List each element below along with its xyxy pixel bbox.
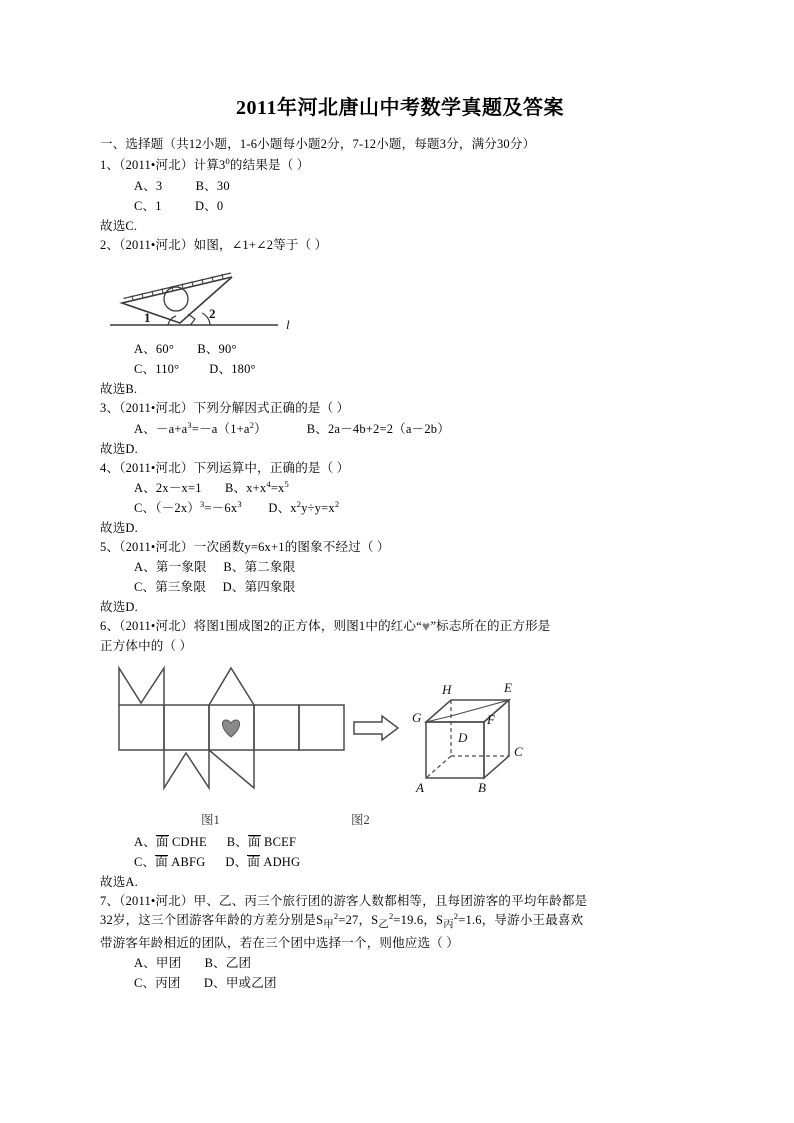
angle-2-label: 2: [209, 306, 216, 322]
option-6-a-rest: CDHE: [168, 835, 207, 849]
cube-vertex-H: H: [442, 682, 452, 697]
option-6-d-prefix: D、: [225, 855, 248, 869]
option-4-c-mid: =－6x: [204, 500, 238, 515]
question-1-stem: [100, 156, 700, 175]
line-l-label: l: [286, 317, 290, 333]
cube-vertex-A: A: [416, 780, 424, 795]
option-5-b[interactable]: B、第二象限: [223, 560, 296, 575]
cube-vertex-C: C: [514, 744, 523, 759]
question-2-figure: [100, 259, 700, 337]
angle-1-label: 1: [144, 310, 151, 326]
option-2-c[interactable]: C、110°: [134, 362, 180, 377]
question-7-variance-tail: =1.6，导游小王最喜欢: [458, 913, 584, 928]
question-1-options-row-1: [100, 176, 700, 196]
option-5-d[interactable]: D、第四象限: [222, 580, 296, 595]
option-4-b-sup2: 5: [284, 478, 289, 489]
option-6-c-prefix: C、: [134, 855, 156, 869]
question-2-answer: 故选B.: [100, 382, 138, 397]
option-6-c[interactable]: [134, 855, 205, 869]
ruler-outline: [122, 277, 232, 326]
option-4-a[interactable]: A、2x－x=1: [134, 480, 202, 495]
option-4-d-sup2: 2: [334, 498, 340, 509]
option-6-b-rest: BCEF: [260, 835, 297, 849]
cube-net-and-cube-diagram: [106, 660, 666, 810]
question-1-stem-text: 1、（2011•河北）计算3: [100, 158, 226, 173]
cube-vertex-B: B: [478, 780, 486, 795]
option-4-d[interactable]: [268, 498, 340, 515]
option-4-b-pre: B、x+x: [224, 480, 267, 495]
question-4-options-row-2: [100, 498, 700, 518]
option-6-a-face-label: 面: [155, 835, 169, 849]
option-6-b-prefix: B、: [226, 835, 248, 849]
ruler-on-line-diagram: [106, 259, 366, 337]
option-6-d-face-label: 面: [247, 855, 261, 869]
question-6-stem-line-1: [100, 617, 700, 636]
option-4-b-mid: =x: [270, 480, 285, 495]
question-7-options-row-1: [100, 953, 700, 973]
option-5-c[interactable]: C、第三象限: [134, 580, 207, 595]
question-6-stem-post: ”标志所在的正方形是: [430, 619, 551, 634]
question-7-stem-line-1: 7、（2011•河北）甲、乙、丙三个旅行团的游客人数都相等，且每团游客的平均年龄都是: [100, 894, 588, 908]
question-1-stem-tail: 的结果是（ ）: [229, 158, 310, 173]
question-7-variance-mid-2: =19.6，S: [393, 913, 444, 928]
option-6-a[interactable]: [134, 835, 207, 849]
option-4-c-sup: 3: [200, 498, 205, 509]
cube-3d: [412, 680, 523, 795]
question-7-sup-3: 2: [453, 911, 459, 922]
option-1-d[interactable]: D、0: [194, 198, 224, 213]
figure-1-caption: 图1: [201, 813, 220, 827]
option-4-b[interactable]: [224, 478, 289, 495]
option-6-b[interactable]: [227, 835, 296, 849]
question-7: [100, 892, 700, 993]
option-7-b[interactable]: B、乙团: [204, 956, 252, 971]
question-1: [100, 156, 700, 235]
option-4-d-mid: y÷y=x: [301, 500, 335, 515]
question-7-sub-1: 甲: [323, 919, 334, 931]
figure-captions: [106, 810, 666, 830]
question-4-options-row-1: [100, 478, 700, 498]
option-2-d[interactable]: D、180°: [209, 362, 256, 377]
question-6-figure: [100, 660, 700, 830]
question-5-stem: 5、（2011•河北）一次函数y=6x+1的图象不经过（ ）: [100, 539, 390, 554]
option-1-c[interactable]: C、1: [134, 198, 162, 213]
net-flap-top-left: [119, 668, 164, 705]
question-7-stem-line-2: [100, 911, 700, 934]
cube-vertex-E: E: [504, 680, 512, 695]
question-1-options-row-2: [100, 196, 700, 216]
option-6-d-rest: ADHG: [260, 855, 301, 869]
question-2-options-row-2: [100, 359, 700, 379]
ruler-svg: [106, 259, 366, 337]
option-7-c[interactable]: C、丙团: [134, 976, 181, 991]
option-3-a-mid: =－a（1+a: [191, 421, 250, 436]
net-flap-bottom-right: [209, 750, 254, 788]
option-6-b-face-label: 面: [248, 835, 261, 849]
question-5-options-row-2: [100, 577, 700, 597]
question-6: [100, 617, 700, 892]
option-7-d[interactable]: D、甲或乙团: [203, 976, 277, 991]
cube-vertex-F: F: [487, 712, 495, 727]
option-4-d-pre: D、x: [268, 500, 297, 515]
option-3-a[interactable]: [134, 419, 267, 436]
question-5-answer: 故选D.: [100, 600, 138, 615]
option-4-c-sup2: 3: [237, 498, 242, 509]
option-6-a-prefix: A、: [134, 835, 156, 849]
option-4-c[interactable]: [134, 498, 242, 515]
net-flap-bottom-left: [164, 750, 209, 788]
question-2-options-row-1: [100, 339, 700, 359]
cube-vertex-D: D: [458, 730, 468, 745]
question-3: [100, 399, 700, 458]
question-2-stem: 2、（2011•河北）如图，∠1+∠2等于（ ）: [100, 237, 328, 252]
option-4-c-pre: C、（－2x）: [134, 500, 200, 515]
option-4-b-sup: 4: [266, 478, 271, 489]
question-7-stem-line-3: 带游客年龄相近的团队，若在三个团中选择一个，则他应选（ ）: [100, 936, 459, 951]
question-7-options-row-2: [100, 973, 700, 993]
question-6-stem-line-2: 正方体中的（ ）: [100, 638, 193, 653]
option-6-c-face-label: 面: [155, 855, 168, 869]
document-content: [100, 95, 700, 993]
question-7-sup-2: 2: [388, 911, 394, 922]
figure-2-caption: 图2: [351, 813, 370, 827]
heart-icon: ♥: [421, 620, 431, 636]
question-1-exponent: 0: [225, 156, 230, 167]
option-7-a[interactable]: A、甲团: [134, 956, 182, 971]
cube-vertex-G: G: [412, 710, 422, 725]
question-6-answer: 故选A.: [100, 875, 138, 889]
option-6-c-rest: ABFG: [167, 855, 206, 869]
question-5: [100, 538, 700, 617]
option-2-a[interactable]: A、60°: [134, 342, 175, 357]
question-4: [100, 459, 700, 538]
arrow-right-icon: [354, 716, 398, 740]
question-6-stem-pre: 6、（2011•河北）将图1围成图2的正方体，则图1中的红心“: [100, 619, 422, 634]
question-7-sub-3: 丙: [443, 919, 454, 931]
section-header: 一、选择题（共12小题，1-6小题每小题2分，7-12小题，每题3分，满分30分）: [100, 137, 536, 151]
question-6-options-row-2: [100, 852, 700, 872]
option-6-d[interactable]: [225, 855, 300, 869]
question-2: [100, 236, 700, 399]
net-heart-icon: [222, 720, 239, 737]
option-3-a-sup: 3: [187, 419, 192, 430]
ruler-top-edge-inner: [124, 273, 232, 299]
question-4-answer: 故选D.: [100, 520, 138, 535]
option-3-a-tail: ）: [254, 421, 267, 436]
question-1-answer: 故选C.: [100, 218, 138, 233]
option-3-b[interactable]: B、2a－4b+2=2（a－2b）: [306, 421, 450, 436]
question-4-stem: 4、（2011•河北）下列运算中，正确的是（ ）: [100, 460, 350, 475]
question-3-answer: 故选D.: [100, 441, 138, 456]
question-7-variance-mid: =27，S: [338, 913, 379, 928]
question-7-sup-1: 2: [333, 911, 339, 922]
option-1-a[interactable]: A、3: [134, 178, 163, 193]
question-3-stem: 3、（2011•河北）下列分解因式正确的是（ ）: [100, 401, 350, 416]
question-6-options-row-1: [100, 832, 700, 852]
option-4-d-sup: 2: [296, 498, 302, 509]
option-3-a-sup2: 2: [249, 419, 255, 430]
net-flap-top-right: [209, 668, 254, 705]
cube-figure-svg: [106, 660, 666, 810]
question-7-variance-pre: 32岁，这三个团游客年龄的方差分别是S: [100, 913, 324, 928]
option-1-b[interactable]: B、30: [195, 178, 230, 193]
question-7-sub-2: 乙: [378, 919, 389, 931]
option-2-b[interactable]: B、90°: [197, 342, 237, 357]
option-5-a[interactable]: A、第一象限: [134, 560, 207, 575]
option-3-a-prefix: A、－a+a: [134, 421, 188, 436]
question-3-options-row-1: [100, 419, 700, 439]
page-title: 2011年河北唐山中考数学真题及答案: [236, 97, 564, 119]
question-5-options-row-1: [100, 557, 700, 577]
